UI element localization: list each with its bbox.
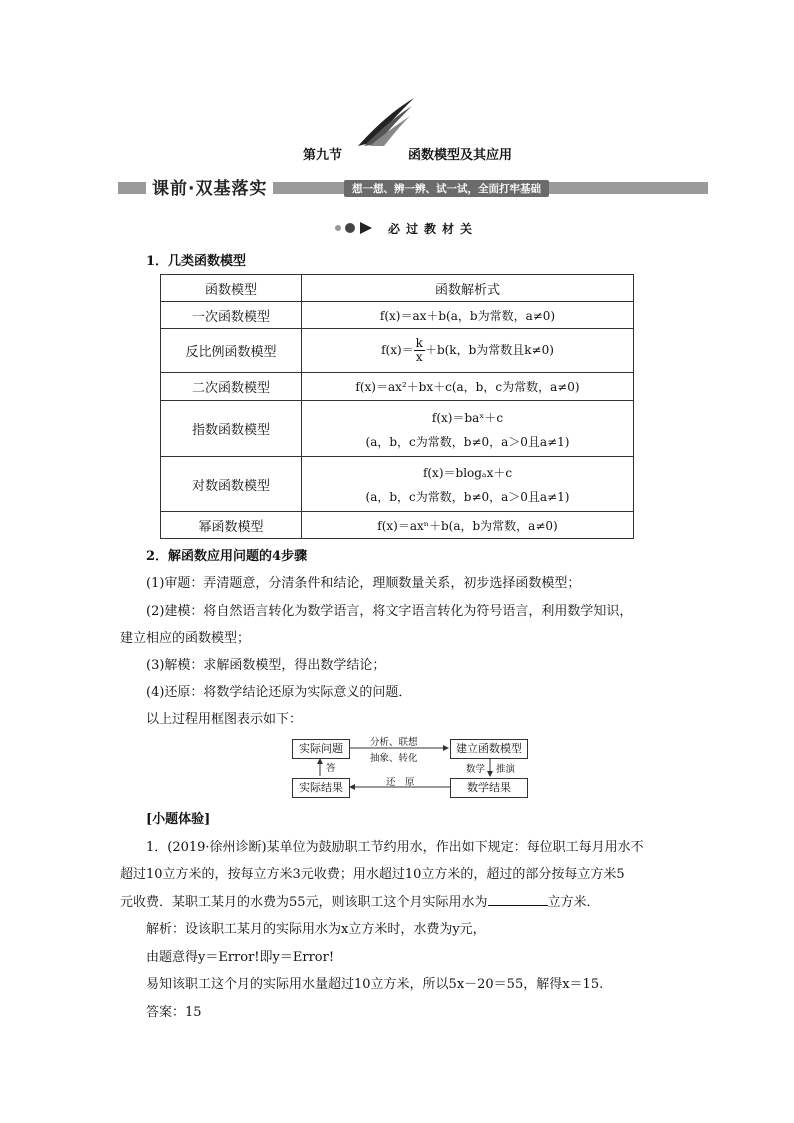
- formula-part: ＋b(k，b为常数且k≠0): [424, 343, 554, 357]
- arrow-label: 还 原: [386, 777, 415, 788]
- section-name: 函数模型及其应用: [408, 148, 513, 163]
- formula-line: f(x)＝blogₐx＋c: [422, 466, 513, 480]
- banner: [118, 176, 708, 198]
- arrow-label: 抽象、转化: [370, 753, 418, 764]
- section-number: 第九节: [303, 148, 343, 163]
- swoosh-logo: [356, 96, 416, 148]
- step-text: (4)还原：将数学结论还原为实际意义的问题．: [146, 685, 412, 700]
- answer-blank: [488, 893, 548, 906]
- arrow-label: 数学: [466, 764, 486, 775]
- model-name: 对数函数模型: [161, 457, 302, 512]
- arrow-label: 分析、联想: [370, 737, 418, 748]
- step-text: (3)解模：求解函数模型，得出数学结论；: [146, 658, 386, 673]
- flow-box-problem: 实际问题: [292, 739, 350, 759]
- table-header: 函数模型: [161, 275, 302, 302]
- arrow-label: 推演: [496, 764, 516, 775]
- table-row: [161, 401, 634, 457]
- model-formula: f(x)＝axⁿ＋b(a，b为常数，a≠0): [302, 512, 634, 539]
- question-text: [120, 891, 600, 910]
- arrow-label: 答: [326, 763, 336, 774]
- practice-heading: [小题体验]: [146, 812, 211, 827]
- banner-slogan: 想一想、辨一辨、试一试，全面打牢基础: [344, 180, 549, 197]
- fraction-den: x: [415, 350, 423, 364]
- step-text: (1)审题：弄清题意，分清条件和结论，理顺数量关系，初步选择函数模型；: [146, 576, 581, 591]
- table-row: [161, 373, 634, 401]
- table-row: [161, 457, 634, 512]
- solution-text: 易知该职工这个月的实际用水量超过10立方米，所以5x－20＝55，解得x＝15.: [146, 977, 604, 992]
- solution-text: 由题意得y＝Error!即y＝Error!: [146, 950, 335, 965]
- formula-line: (a，b，c为常数，b≠0，a＞0且a≠1): [365, 434, 570, 449]
- section-title: [0, 144, 794, 164]
- flow-diagram: [292, 738, 528, 798]
- model-name: 指数函数模型: [161, 401, 302, 457]
- table-row: [161, 302, 634, 329]
- table-row: [161, 512, 634, 539]
- flow-box-model: 建立函数模型: [450, 739, 528, 759]
- formula-line: (a，b，c为常数，b≠0，a＞0且a≠1): [365, 490, 570, 504]
- model-formula: [302, 457, 634, 512]
- solution-text: 解析：设该职工某月的实际用水为x立方米时，水费为y元，: [146, 922, 486, 937]
- model-formula: [302, 329, 634, 373]
- models-table: [160, 274, 634, 539]
- step-text: (2)建模：将自然语言转化为数学语言，将文字语言转化为符号语言，利用数学知识，: [146, 604, 633, 619]
- formula-line: f(x)＝baˣ＋c: [431, 410, 504, 425]
- table-row: [161, 329, 634, 373]
- model-name: 二次函数模型: [161, 373, 302, 401]
- question-part: 元收费．某职工某月的水费为55元，则该职工这个月实际用水为: [120, 895, 488, 910]
- model-name: 反比例函数模型: [161, 329, 302, 373]
- section1-heading: 1．几类函数模型: [146, 254, 247, 269]
- flow-box-math: 数学结果: [450, 778, 528, 798]
- flow-intro: 以上过程用框图表示如下：: [146, 712, 303, 727]
- model-formula: [302, 401, 634, 457]
- step-text: 建立相应的函数模型；: [120, 631, 251, 646]
- table-header-row: [161, 275, 634, 302]
- model-formula: f(x)＝ax＋b(a，b为常数，a≠0): [302, 302, 634, 329]
- model-formula: f(x)＝ax²＋bx＋c(a，b，c为常数，a≠0): [302, 373, 634, 401]
- question-text: 超过10立方米的，按每立方米3元收费；用水超过10立方米的，超过的部分按每立方米5: [120, 867, 625, 882]
- section2-heading: 2．解函数应用问题的4步骤: [146, 549, 308, 564]
- model-name: 幂函数模型: [161, 512, 302, 539]
- dots-icon: [332, 220, 382, 236]
- table-header: 函数解析式: [302, 275, 634, 302]
- fraction: [414, 337, 425, 364]
- formula-part: f(x)＝: [381, 343, 414, 357]
- question-text: 1．(2019·徐州诊断)某单位为鼓励职工节约用水，作出如下规定：每位职工每月用水不: [146, 840, 644, 855]
- model-name: 一次函数模型: [161, 302, 302, 329]
- fraction-num: k: [415, 336, 423, 350]
- flow-box-result: 实际结果: [292, 778, 350, 798]
- subhead-text: 必过教材关: [388, 222, 479, 236]
- question-part: 立方米．: [547, 895, 600, 910]
- banner-main: 课前·双基落实: [146, 174, 273, 199]
- answer-text: 答案：15: [146, 1005, 202, 1020]
